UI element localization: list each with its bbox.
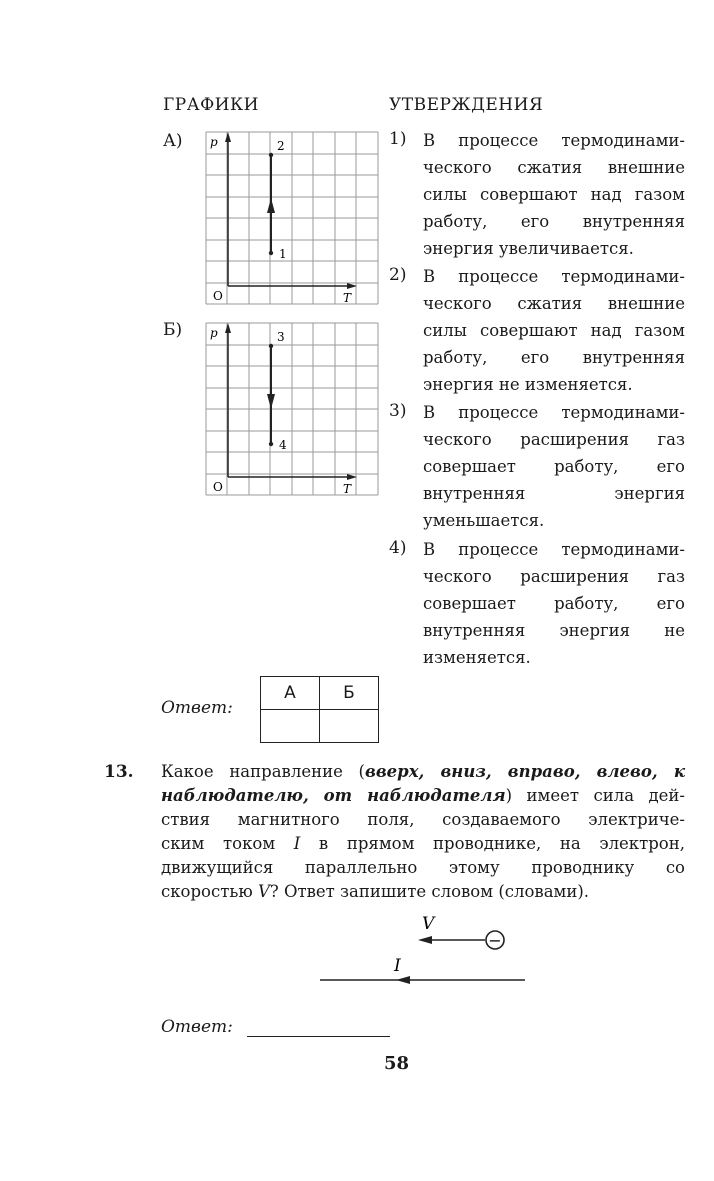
graph-a-y-arrow-icon — [225, 132, 231, 142]
current-label: I — [394, 956, 401, 976]
q13-line4-var: I — [293, 834, 301, 853]
graph-a-y-label: p — [210, 135, 218, 149]
statement-2-line-1: В процессе термодинами- — [423, 267, 685, 286]
answer-cell-a[interactable] — [261, 710, 320, 743]
statement-4-number: 4) — [389, 538, 407, 558]
graph-b-x-label: T — [343, 482, 352, 496]
graph-a-direction-arrow-icon — [267, 198, 275, 213]
question-13-line-3: ствия магнитного поля, создаваемого электриче- — [161, 810, 685, 829]
velocity-arrow-icon — [418, 936, 432, 944]
statement-1-line-5: энергия увеличивается. — [423, 239, 634, 258]
answer-cell-b[interactable] — [320, 710, 379, 743]
graph-b-point-top-label: 3 — [277, 330, 285, 344]
statement-2-line-3: силы совершают над газом — [423, 321, 685, 340]
q13-line4-pre: ским током — [161, 834, 294, 853]
statement-1-line-2: ческого сжатия внешние — [423, 158, 685, 177]
graph-a-x-label: T — [343, 291, 352, 305]
statement-3-line-1: В процессе термодинами- — [423, 403, 685, 422]
graph-a — [200, 128, 385, 308]
q13-line1-text: Какое направление ( — [161, 762, 365, 781]
electron-sign: − — [488, 931, 502, 950]
q13-line6-post: ? Ответ запишите словом (словами). — [269, 882, 590, 901]
page-number: 58 — [384, 1053, 410, 1074]
answer-col-a-header: А — [261, 677, 320, 710]
q13-line2-options: наблюдателю, от наблюдателя — [161, 786, 506, 805]
current-arrow-icon — [396, 976, 410, 984]
graph-a-point-bottom-label: 1 — [279, 247, 287, 261]
question-13-line-4 — [161, 832, 685, 856]
question-13-line-6 — [161, 880, 685, 904]
graph-a-point-top — [269, 153, 273, 157]
statement-4-line-5: изменяется. — [423, 648, 531, 667]
statements-header: УТВЕРЖДЕНИЯ — [389, 95, 544, 115]
graphs-header: ГРАФИКИ — [163, 95, 259, 115]
question-13-line-5: движущийся параллельно этому проводнику со — [161, 858, 685, 877]
statement-4-line-1: В процессе термодинами- — [423, 540, 685, 559]
statement-2-line-4: работу, его внутренняя — [423, 348, 685, 367]
question-13-answer-label: Ответ: — [161, 1017, 233, 1037]
graph-b-label: Б) — [163, 320, 183, 340]
question-13-line-1 — [161, 760, 685, 784]
statement-3-number: 3) — [389, 401, 407, 421]
graph-b-grid — [206, 323, 378, 495]
statement-4-line-4: внутренняя энергия не — [423, 621, 685, 640]
q13-line2-text: ) имеет сила дей- — [505, 786, 685, 805]
statement-1-line-1: В процессе термодинами- — [423, 131, 685, 150]
question-13-answer-field[interactable] — [247, 1017, 390, 1037]
statement-1-line-4: работу, его внутренняя — [423, 212, 685, 231]
statement-3-line-4: внутренняя энергия — [423, 484, 685, 503]
graph-a-label: А) — [163, 131, 183, 151]
graph-a-point-top-label: 2 — [277, 139, 285, 153]
q13-line4-post: в прямом проводнике, на электрон, — [300, 834, 685, 853]
q13-line6-pre: скоростью — [161, 882, 258, 901]
answer-table — [260, 676, 379, 743]
q13-diagram — [310, 905, 540, 995]
graph-a-grid — [206, 132, 378, 304]
graph-b-origin: O — [213, 480, 223, 494]
graph-a-origin: O — [213, 289, 223, 303]
graph-b-point-top — [269, 344, 273, 348]
graph-b-y-label: p — [210, 326, 218, 340]
graph-b-direction-arrow-icon — [267, 394, 275, 409]
statement-4-line-2: ческого расширения газ — [423, 567, 685, 586]
statement-1-line-3: силы совершают над газом — [423, 185, 685, 204]
graph-b-y-arrow-icon — [225, 323, 231, 333]
graph-a-point-bottom — [269, 251, 273, 255]
q13-line6-var: V — [257, 882, 270, 901]
statement-2-line-5: энергия не изменяется. — [423, 375, 633, 394]
q13-line1-options: вверх, вниз, вправо, влево, к — [364, 762, 685, 781]
answer-label: Ответ: — [161, 698, 233, 718]
statement-2-number: 2) — [389, 265, 407, 285]
statement-2-line-2: ческого сжатия внешние — [423, 294, 685, 313]
answer-col-b-header: Б — [320, 677, 379, 710]
statement-4-line-3: совершает работу, его — [423, 594, 685, 613]
statement-3-line-2: ческого расширения газ — [423, 430, 685, 449]
graph-b-point-bottom — [269, 442, 273, 446]
statement-3-line-3: совершает работу, его — [423, 457, 685, 476]
graph-b — [200, 319, 385, 499]
statement-3-line-5: уменьшается. — [423, 511, 545, 530]
velocity-label: V — [422, 914, 435, 934]
graph-b-point-bottom-label: 4 — [279, 438, 287, 452]
question-13-number: 13. — [104, 762, 134, 782]
question-13-line-2 — [161, 784, 685, 808]
statement-1-number: 1) — [389, 129, 407, 149]
